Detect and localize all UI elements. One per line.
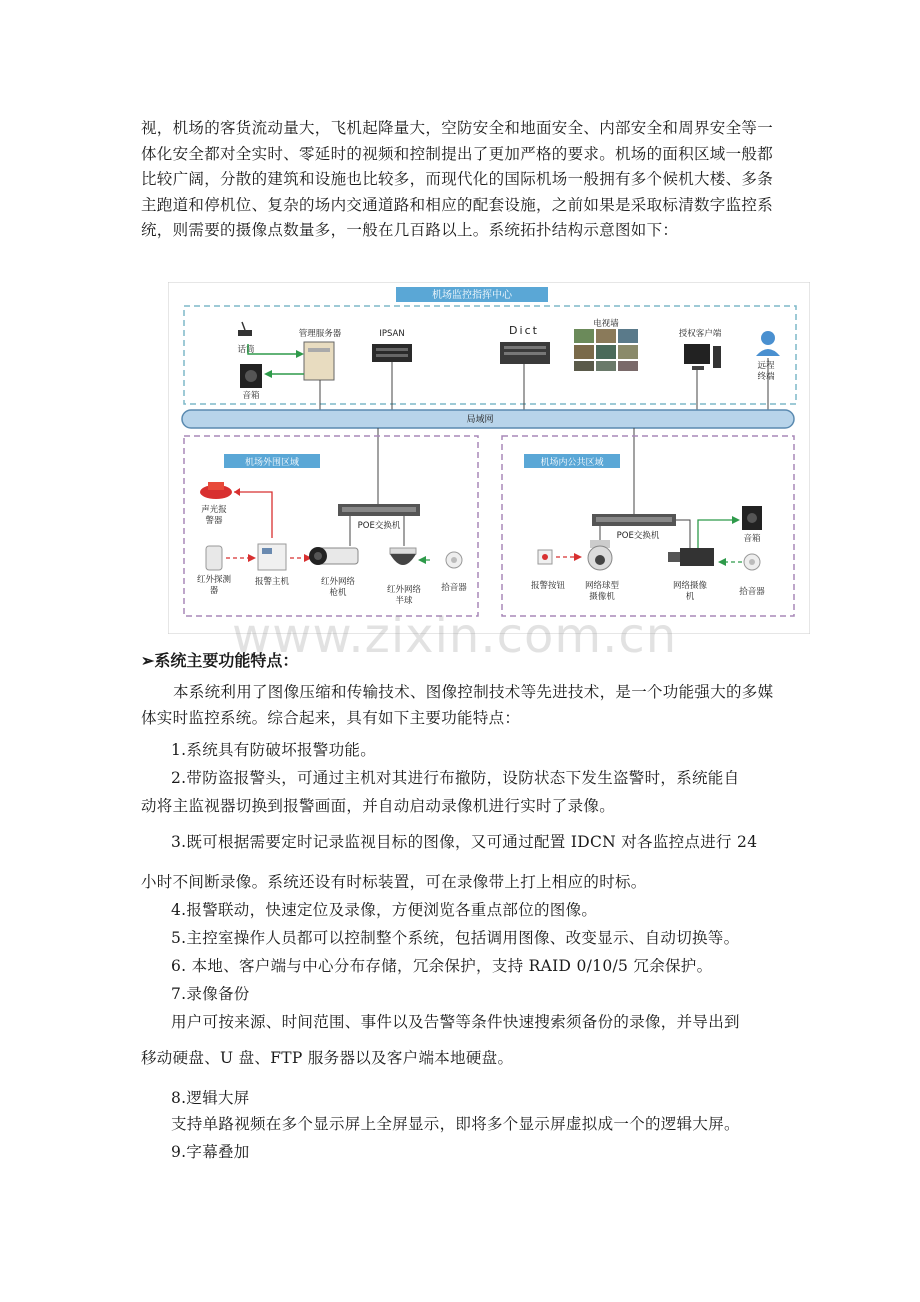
pickup-left-label: 拾音器 — [441, 583, 467, 593]
feature-8-title: 8.逻辑大屏 — [171, 1089, 250, 1107]
feature-8a: 支持单路视频在多个显示屏上全屏显示，即将多个显示屏虚拟成一个的逻辑大屏。 — [171, 1115, 740, 1133]
tv-wall-icon — [574, 329, 638, 371]
speaker-top-label: 音箱 — [242, 391, 260, 401]
feature-9-title: 9.字幕叠加 — [171, 1143, 250, 1161]
feature-1: 1.系统具有防破坏报警功能。 — [171, 741, 376, 759]
server-icon — [304, 342, 334, 380]
monitor-icon — [684, 344, 710, 364]
lan-label: 局域网 — [466, 415, 494, 425]
pickup-right-label: 拾音器 — [739, 587, 765, 597]
remote-label: 远程 — [757, 361, 775, 371]
feature-2b: 动将主监视器切换到报警画面，并自动启动录像机进行实时了录像。 — [141, 797, 616, 815]
ptz-label-2: 摄像机 — [589, 592, 615, 602]
ir-bullet-label-2: 枪机 — [329, 588, 347, 598]
net-camera-label-1: 网络摄像 — [672, 581, 708, 591]
ir-detector-label-2: 器 — [209, 586, 219, 596]
intro-paragraph: 视，机场的客货流动量大，飞机起降量大，空防安全和地面安全、内部安全和周界安全等一体化安全都对全实时、零延时的视频和控制提出了更加严格的要求。机场的面积区域一般都比较广阔，分散的建筑和设施也比较多，而现代化的国际机场一般拥有多个候机大楼、多条主跑道和停机位、复杂的场内交通道路和相应的配套设施，之前如果是采取标清数字监控系统，则需要的摄像点数量多，一般在几百路以上。系统拓扑结构示意图如下： — [141, 119, 774, 240]
feature-6: 6. 本地、客户端与中心分布存储，冗余保护，支持 RAID 0/10/5 冗余保护。 — [171, 957, 713, 975]
feature-7a: 用户可按来源、时间范围、事件以及告警等条件快速搜索须备份的录像，并导出到 — [171, 1013, 740, 1031]
auth-client-label: 授权客户端 — [678, 329, 722, 339]
center-title: 机场监控指挥中心 — [432, 290, 512, 301]
feature-4: 4.报警联动，快速定位及录像，方便浏览各重点部位的图像。 — [171, 901, 598, 919]
tv-wall-label: 电视墙 — [593, 319, 619, 329]
ir-dome-label-1: 红外网络 — [386, 585, 422, 595]
feature-7-title: 7.录像备份 — [171, 985, 250, 1003]
ir-detector-icon — [206, 546, 222, 570]
net-camera-label-2: 机 — [685, 592, 695, 602]
bullet-camera-icon — [309, 547, 358, 565]
poe-left-label: POE交换机 — [357, 521, 401, 531]
ptz-label-1: 网络球型 — [584, 581, 620, 591]
pickup-icon — [446, 552, 462, 568]
ir-bullet-label-1: 红外网络 — [320, 577, 356, 587]
alarm-host-icon — [258, 544, 286, 570]
topology-diagram — [168, 282, 810, 634]
feature-5: 5.主控室操作人员都可以控制整个系统，包括调用图像、改变显示、自动切换等。 — [171, 929, 740, 947]
ir-dome-label-2: 半球 — [395, 596, 413, 606]
section-heading: ➢系统主要功能特点： — [141, 651, 299, 670]
storage-icon — [372, 344, 412, 362]
alarm-host-label: 报警主机 — [254, 577, 290, 587]
speaker-right-label: 音箱 — [743, 534, 761, 544]
inner-area-label: 机场内公共区域 — [540, 458, 604, 468]
outer-area-label: 机场外围区域 — [244, 458, 300, 468]
mgmt-server-label: 管理服务器 — [298, 329, 342, 339]
poe-right-label: POE交换机 — [616, 531, 660, 541]
siren-label-2: 警器 — [205, 516, 223, 526]
ir-detector-label-1: 红外探测 — [196, 575, 232, 585]
feature-3b: 小时不间断录像。系统还设有时标装置，可在录像带上打上相应的时标。 — [141, 873, 647, 891]
feature-2a: 2.带防盗报警头，可通过主机对其进行布撤防，设防状态下发生盗警时，系统能自 — [171, 769, 740, 787]
feature-7b: 移动硬盘、U 盘、FTP 服务器以及客户端本地硬盘。 — [141, 1049, 514, 1067]
pickup-right-icon — [744, 554, 760, 570]
dict-label: Dict — [509, 324, 539, 337]
ipsan-label: IPSAN — [379, 329, 405, 339]
feature-intro: 本系统利用了图像压缩和传输技术、图像控制技术等先进技术，是一个功能强大的多媒体实时监控系统。综合起来，具有如下主要功能特点： — [141, 683, 774, 727]
terminal-label: 终端 — [757, 372, 775, 382]
watermark: www.zixin.com.cn — [232, 608, 678, 664]
talk-label: 话筒 — [237, 345, 255, 355]
alarm-button-label: 报警按钮 — [530, 581, 566, 591]
ptz-camera-icon — [588, 540, 612, 570]
siren-label-1: 声光报 — [201, 505, 227, 515]
feature-3a: 3.既可根据需要定时记录监视目标的图像，又可通过配置 IDCN 对各监控点进行 24 — [171, 833, 758, 851]
